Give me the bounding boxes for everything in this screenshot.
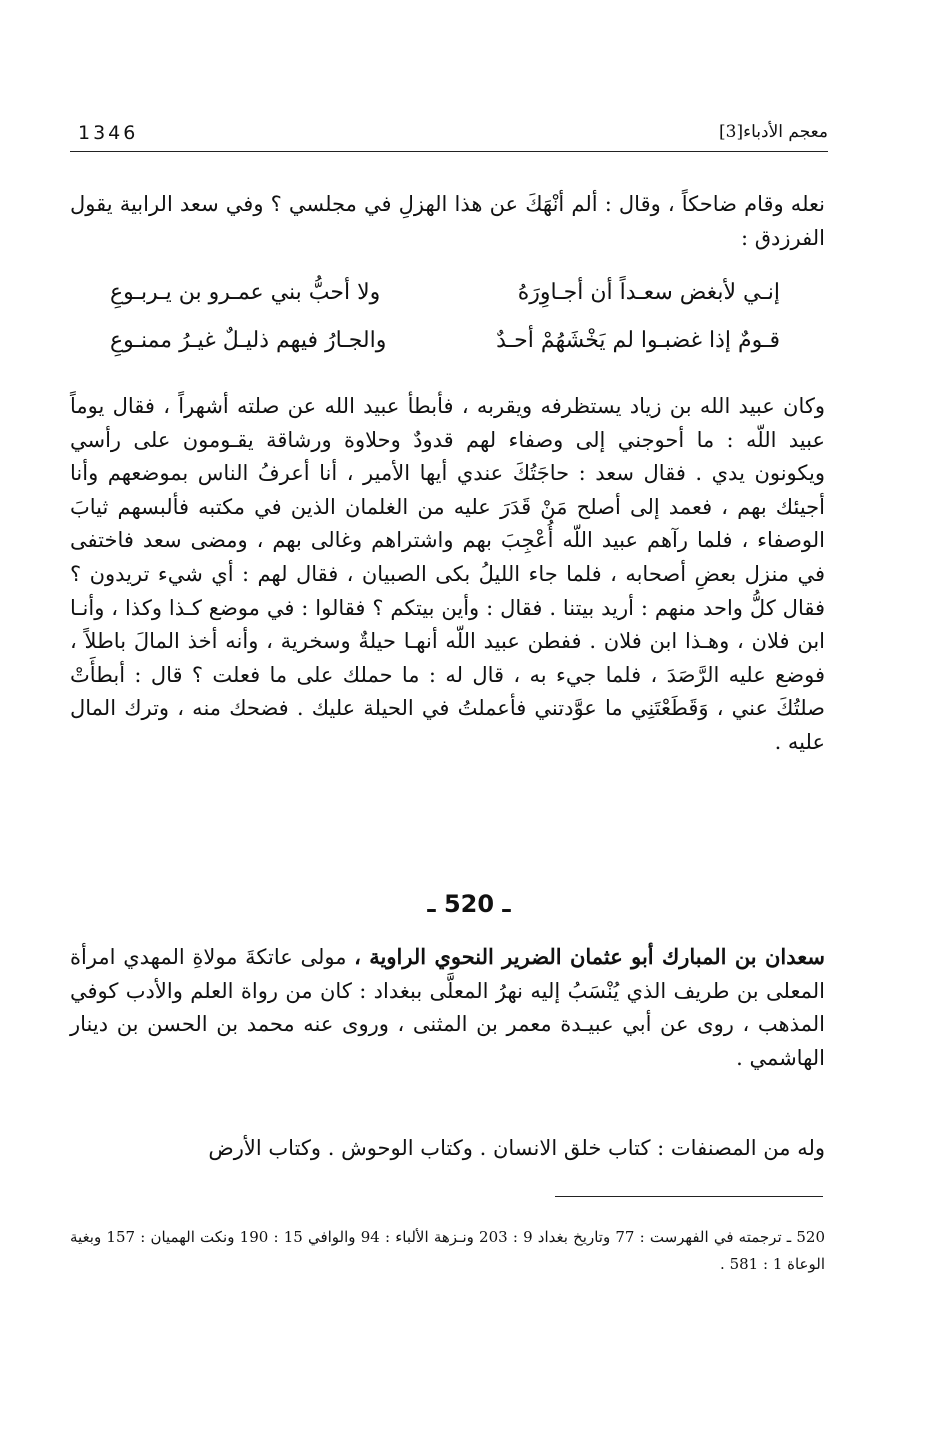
running-header (70, 118, 828, 152)
footnote: 520 ـ ترجمته في الفهرست : 77 وتاريخ بغداد 9 : 203 ونـزهة الألباء : 94 والوافي 15 : 190 ونكت الهميان : 157 وبغية الوعاة 1 : 581 . (70, 1228, 826, 1273)
header-rule (70, 151, 828, 152)
verse-first-hemistich: قـومٌ إذا غضبـوا لم يَخْشَهُمْ أحـدٌ (496, 328, 780, 353)
biography-heading: سعدان بن المبارك أبو عثمان الضرير النحوي الراوية ، (354, 944, 825, 969)
biography-text: مولى عاتكةَ مولاةِ المهدي امرأة المعلى بن طريف الذي يُنْسَبُ إليه نهرُ المعلَّى ببغداد : كان من رواة العلم والأدب كوفي المذهب ، روى عن أبي عبيـدة معمر بن المثنى ، وروى عنه محمد بن الحسن بن دينار الهاشمي . (70, 945, 825, 1070)
verse-second-hemistich: والجـارُ فيهم ذليـلٌ غيـرُ ممنـوعِ (110, 328, 387, 353)
verse-second-hemistich: ولا أحبُّ بني عمـرو بن يـربـوعِ (110, 280, 381, 305)
page-number: 1346 (78, 122, 139, 144)
biography-paragraph (70, 940, 825, 1075)
verse-first-hemistich: إنـي لأبغض سعـداً أن أجـاوِرَهُ (517, 280, 780, 305)
footnote-rule (555, 1196, 823, 1197)
book-title: معجم الأدباء[3] (719, 122, 828, 142)
entry-number: ـ 520 ـ (427, 890, 511, 918)
works-paragraph: وله من المصنفات : كتاب خلق الانسان . وكتاب الوحوش . وكتاب الأرض (208, 1136, 825, 1160)
intro-paragraph: نعله وقام ضاحكاً ، وقال : ألم أنْهَكَ عن هذا الهزلِ في مجلسي ؟ وفي سعد الرابية يقول الفرزدق : (70, 192, 825, 250)
body-paragraph: وكان عبيد الله بن زياد يستظرفه ويقربه ، فأبطأ عبيد الله عن صلته أشهراً ، فقال يوماً عبيد اللّه : ما أحوجني إلى وصفاء لهم قدودٌ وحلاوة ورشاقة يقـومون على رأسي ويكونون يدي . فقال سعد : حاجَتُكَ عندي أيها الأمير ، أنا أعرفُ الناس بموضعهم وأنا أجيئك بهم ، فعمد إلى أصلح مَنْ قَدَرَ عليه من الغلمان الذين في مكتبه فألبسهم ثيابَ الوصفاء ، فلما رآهم عبيد اللّه أُعْجِبَ بهم واشتراهم وغالى بهم ، ومضى سعد فاختفى في منزل بعضِ أصحابه ، فلما جاء الليلُ بكى الصبيان ، فقال لهم : أي شيء تريدون ؟ فقال كلُّ واحد منهم : أريد بيتنا . فقال : وأين بيتكم ؟ فقالوا : في موضع كـذا وكذا ، وأنـا ابن فلان ، وهـذا ابن فلان . ففطن عبيد اللّه أنهـا حيلةٌ وسخرية ، وأنه أخذ المالَ باطلاً ، فوضع عليه الرَّصَدَ ، فلما جيء به ، قال له : ما حملك على ما فعلت ؟ قال : أبطأَتْ صلتُكَ عني ، وَقَطَعْتَنِي ما عوَّدتني فأعملتُ في الحيلة عليك . فضحك منه ، وترك المال عليه . (70, 394, 825, 754)
poem-verse (110, 328, 780, 376)
poem (110, 280, 780, 376)
poem-verse (110, 280, 780, 328)
